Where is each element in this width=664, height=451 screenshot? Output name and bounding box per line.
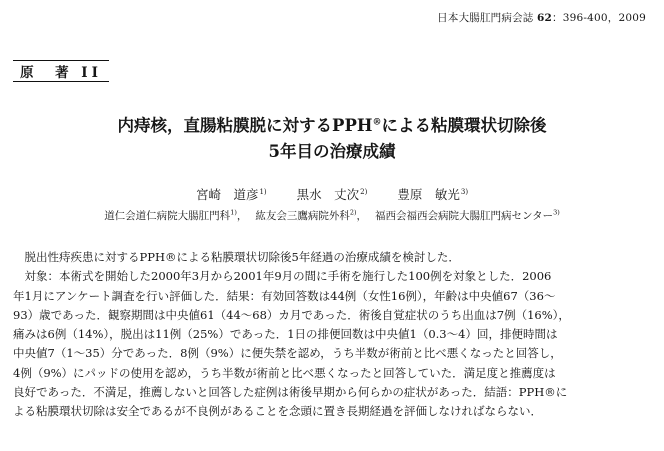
author-3 bbox=[397, 185, 468, 203]
author-1 bbox=[196, 185, 267, 203]
journal-citation bbox=[437, 10, 646, 25]
author-2-mark: 2) bbox=[360, 187, 368, 196]
abstract-line-2: 対象：本術式を開始した2000年3月から2001年9月の間に手術を施行した100例を対象とした．2006 bbox=[24, 269, 552, 284]
affiliation-1-mark: 1) bbox=[230, 208, 237, 217]
abstract-line-8: 良好であった．不満足，推薦しないと回答した症例は術後早期から何らかの症状があった．結語：PPH®に bbox=[13, 385, 568, 400]
affiliation-1-separator: ， bbox=[236, 210, 248, 222]
abstract bbox=[13, 248, 653, 422]
title-line-1-after: による粘膜環状切除後 bbox=[381, 116, 547, 135]
author-1-name: 宮崎 道彦 bbox=[195, 187, 259, 202]
journal-pages: ：396-400，2009 bbox=[552, 12, 646, 24]
registered-mark: ® bbox=[372, 117, 382, 128]
affiliation-2-separator: ， bbox=[356, 210, 368, 222]
affiliation-2 bbox=[255, 208, 375, 223]
article-title-line-1 bbox=[0, 112, 664, 136]
author-2-name: 黒水 丈次 bbox=[296, 187, 360, 202]
article-title-line-2: 5年目の治療成績 bbox=[268, 142, 396, 161]
journal-name: 日本大腸肛門病会誌 bbox=[437, 12, 534, 24]
author-3-mark: 3) bbox=[460, 187, 469, 196]
affiliation-list bbox=[0, 208, 664, 223]
abstract-line-3: 年1月にアンケート調査を行い評価した．結果：有効回答数は44例（女性16例），年齢は中央値67（36～ bbox=[13, 288, 556, 303]
abstract-line-1: 脱出性痔疾患に対するPPH®による粘膜環状切除後5年経過の治療成績を検討した． bbox=[24, 250, 460, 264]
abstract-line-7: 4例（9%）にパッドの使用を認め，うち半数が術前と比べ悪くなったと回答していた．満足度と推薦度は bbox=[13, 365, 556, 380]
author-3-name: 豊原 敏光 bbox=[397, 187, 460, 202]
affiliation-2-name: 紘友会三鷹病院外科 bbox=[255, 210, 350, 222]
affiliation-3 bbox=[375, 208, 560, 223]
author-list bbox=[0, 185, 664, 203]
journal-volume: 62 bbox=[537, 12, 553, 24]
affiliation-2-mark: 2) bbox=[349, 208, 357, 217]
abstract-line-9: よる粘膜環状切除は安全であるが不良例があることを念頭に置き長期経過を評価しなければならない． bbox=[13, 404, 542, 419]
author-1-mark: 1) bbox=[259, 187, 267, 196]
section-label: 原 著 II bbox=[13, 60, 109, 82]
author-2 bbox=[297, 185, 368, 203]
title-line-1-before: 内痔核，直腸粘膜脱に対するPPH bbox=[117, 116, 373, 135]
affiliation-3-name: 福西会福西会病院大腸肛門病センター bbox=[375, 210, 554, 222]
abstract-line-5: 痛みは6例（14%），脱出は11例（25%）であった．1日の排便回数は中央値1（0.3～4）回，排便時間は bbox=[13, 327, 558, 342]
abstract-line-4: 93）歳であった．観察期間は中央値61（44～68）カ月であった．術後自覚症状のうち出血は7例（16%）， bbox=[13, 307, 570, 322]
abstract-line-6: 中央値7（1～35）分であった．8例（9%）に便失禁を認め，うち半数が術前と比べ悪くなったと回答し， bbox=[13, 346, 562, 361]
affiliation-1-name: 道仁会道仁病院大腸肛門科 bbox=[104, 210, 231, 222]
affiliation-1 bbox=[104, 208, 255, 223]
affiliation-3-mark: 3) bbox=[553, 208, 560, 217]
